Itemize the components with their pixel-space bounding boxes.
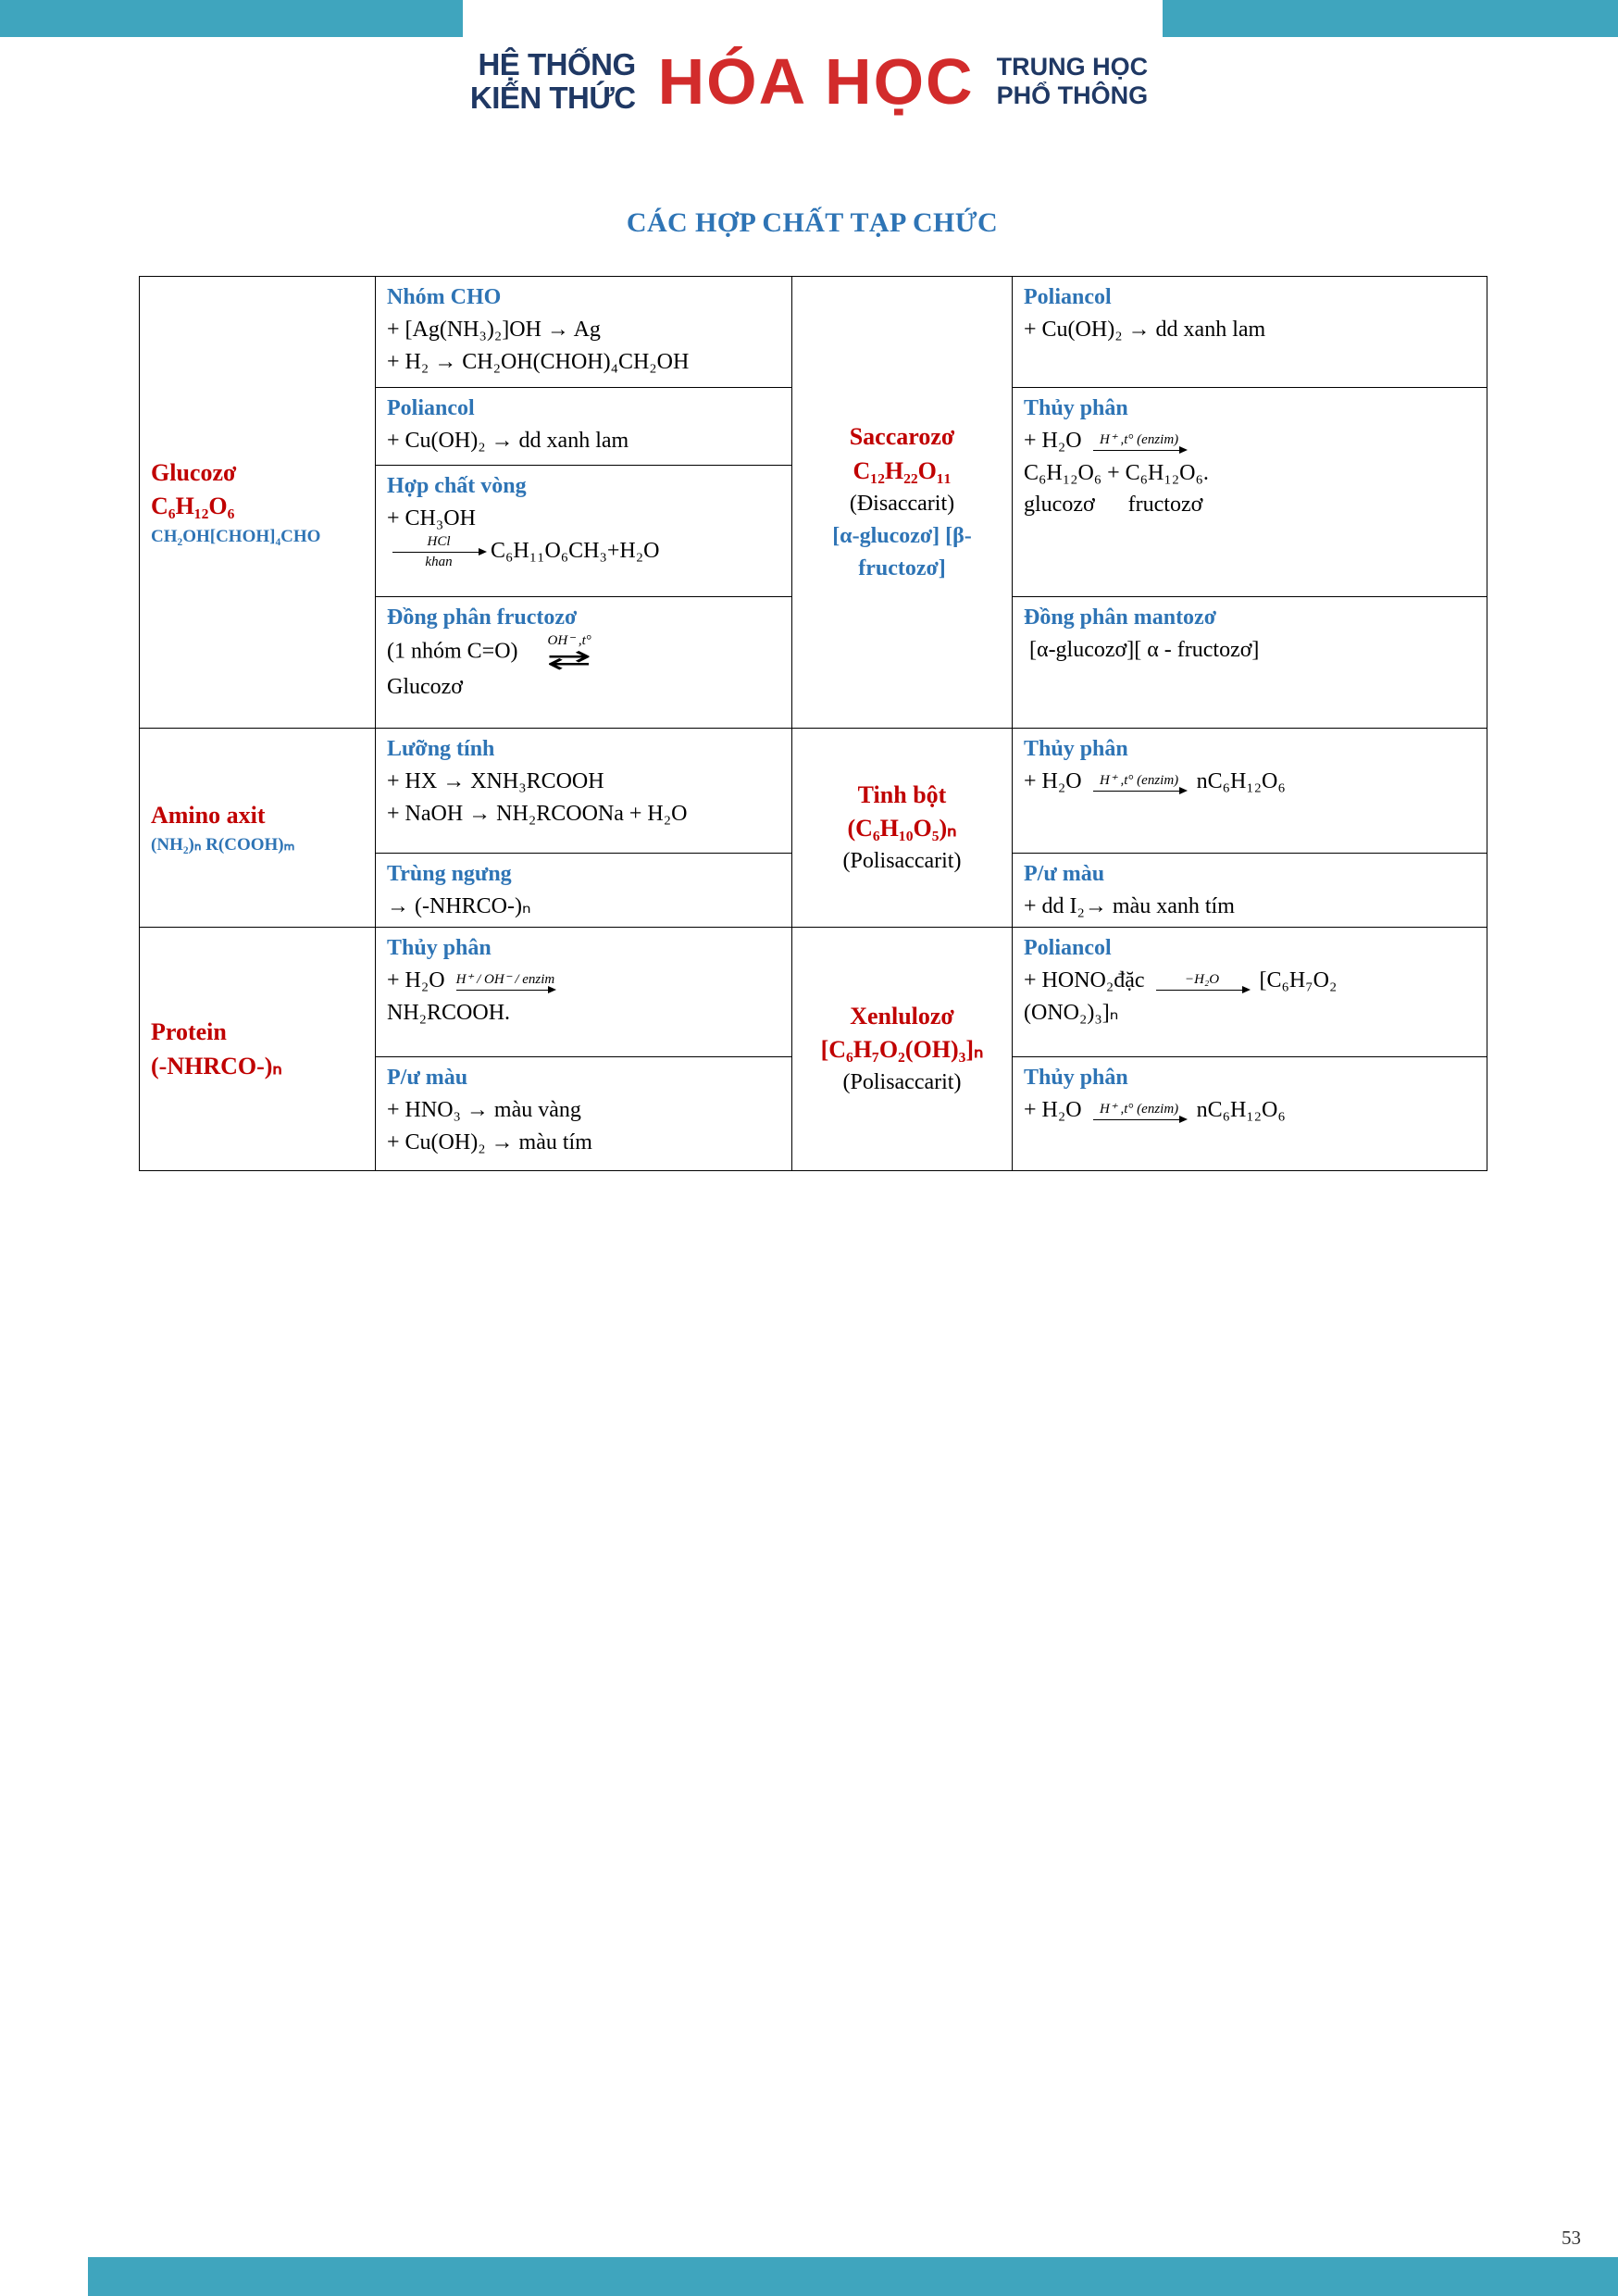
- cell-compound-saccarozo: [792, 277, 1013, 729]
- text-line: + HONO₂đặc −H₂O [C₆H₇O₂: [1024, 967, 1338, 992]
- cell-compound-amino-axit: [140, 729, 376, 928]
- brand-kicker-line1: HỆ THỐNG: [478, 47, 636, 81]
- cell-reaction-poliancol-saccarozo: [1013, 277, 1487, 388]
- brand-level-line2: PHỔ THÔNG: [996, 81, 1149, 110]
- cell-reaction-poliancol-glucozo: [376, 388, 792, 466]
- reaction-heading: Thủy phân: [1024, 737, 1128, 761]
- page-title: CÁC HỢP CHẤT TẠP CHỨC: [626, 207, 999, 238]
- compound-name: Glucozơ: [151, 458, 237, 486]
- text-line: + [Ag(NH₃)₂]OH → Ag: [387, 317, 601, 342]
- reaction-heading: Hợp chất vòng: [387, 474, 527, 498]
- cell-compound-glucozo: [140, 277, 376, 729]
- cell-compound-protein: [140, 928, 376, 1170]
- reaction-heading: Poliancol: [1024, 936, 1112, 960]
- text-line: (ONO₂)₃]ₙ: [1024, 1000, 1119, 1025]
- text-line: + Cu(OH)₂ → dd xanh lam: [387, 428, 629, 453]
- top-accent-bar-right: [1163, 0, 1618, 37]
- text-line: + H₂O H⁺ ,t° (enzim) nC₆H₁₂O₆: [1024, 1097, 1286, 1122]
- cell-reaction-trung-ngung: [376, 854, 792, 928]
- brand-level-line1: TRUNG HỌC: [996, 53, 1149, 81]
- cell-reaction-luong-tinh: [376, 729, 792, 854]
- text-line: + H₂O H⁺ ,t° (enzim): [1024, 425, 1475, 457]
- cell-reaction-dong-phan-fructozo: [376, 597, 792, 729]
- text-line: NH₂RCOOH.: [387, 1000, 511, 1025]
- compound-formula: CH₂OH[CHOH]₄CHO: [151, 526, 321, 546]
- top-accent-bar-left: [0, 0, 463, 37]
- compound-name: Tinh bột: [857, 780, 947, 808]
- text-line: + CH₃OH: [387, 505, 476, 530]
- reaction-heading: P/ư màu: [387, 1066, 468, 1090]
- reaction-heading: Đồng phân fructozơ: [387, 605, 578, 630]
- reaction-arrow: H⁺ / OH⁻ / enzim: [456, 973, 555, 991]
- page-number: 53: [1562, 2227, 1581, 2249]
- reaction-heading: Trùng ngưng: [387, 862, 512, 886]
- brand-kicker-line2: KIẾN THỨC: [469, 81, 636, 116]
- compound-name: Amino axit: [151, 801, 266, 829]
- reaction-heading: Lưỡng tính: [387, 737, 495, 761]
- cell-reaction-dong-phan-mantozo: [1013, 597, 1487, 729]
- reaction-heading: Thủy phân: [387, 936, 492, 960]
- text-line: HCl khan C₆H₁₁O₆CH₃+H₂O: [387, 535, 780, 569]
- text-line: [α-glucozơ] [β-fructozơ]: [832, 523, 972, 580]
- cell-compound-xenlulozo: [792, 928, 1013, 1170]
- text-line: + HX → XNH₃RCOOH: [387, 768, 604, 793]
- text-line: + H₂O H⁺ ,t° (enzim) nC₆H₁₂O₆: [1024, 768, 1286, 793]
- text-line: + HNO₃ → màu vàng: [387, 1097, 581, 1122]
- cell-reaction-thuy-phan-saccarozo: [1013, 388, 1487, 597]
- brand-header: [0, 45, 1618, 119]
- reaction-heading: Nhóm CHO: [387, 285, 502, 309]
- compound-name: (-NHRCO-)ₙ: [151, 1052, 282, 1079]
- text-line: (Polisaccarit): [842, 1070, 962, 1095]
- text-line: + H₂O H⁺ / OH⁻ / enzim: [387, 967, 555, 992]
- compound-name: C₁₂H₂₂O₁₁: [853, 456, 952, 484]
- compound-name: [C₆H₇O₂(OH)₃]ₙ: [820, 1036, 984, 1064]
- reaction-arrow: H⁺ ,t° (enzim): [1093, 433, 1186, 451]
- reaction-arrow: H⁺ ,t° (enzim): [1093, 774, 1186, 792]
- cell-reaction-pu-mau-protein: [376, 1057, 792, 1170]
- compound-table: [139, 276, 1487, 1171]
- cell-reaction-thuy-phan-tinh-bot: [1013, 729, 1487, 854]
- cell-reaction-nhom-cho: [376, 277, 792, 388]
- text-line: glucozơ fructozơ: [1024, 493, 1203, 518]
- text-line: → (-NHRCO-)ₙ: [387, 893, 531, 918]
- cell-reaction-pu-mau-tinh-bot: [1013, 854, 1487, 928]
- text-line: + dd I₂→ màu xanh tím: [1024, 893, 1235, 918]
- reaction-heading: Thủy phân: [1024, 396, 1128, 420]
- reaction-arrow: HCl khan: [392, 535, 485, 569]
- cell-compound-tinh-bot: [792, 729, 1013, 928]
- brand-level: [997, 53, 1149, 110]
- compound-name: Xenlulozơ: [850, 1002, 954, 1029]
- text-line: C₆H₁₂O₆ + C₆H₁₂O₆.: [1024, 460, 1209, 485]
- compound-name: Protein: [151, 1018, 227, 1046]
- text-line: + NaOH → NH₂RCOONa + H₂O: [387, 801, 688, 826]
- cell-reaction-thuy-phan-protein: [376, 928, 792, 1057]
- text-line: Glucozơ: [387, 675, 463, 700]
- compound-name: Saccarozơ: [849, 423, 955, 451]
- cell-reaction-hop-chat-vong: [376, 466, 792, 597]
- cell-reaction-poliancol-xenlulozo: [1013, 928, 1487, 1057]
- text-line: + Cu(OH)₂ → dd xanh lam: [1024, 317, 1266, 342]
- reaction-arrow: −H₂O: [1156, 973, 1249, 991]
- compound-name: C₆H₁₂O₆: [151, 493, 235, 520]
- brand-subject: HÓA HỌC: [657, 45, 975, 119]
- text-line: [α-glucozơ][ α - fructozơ]: [1024, 637, 1260, 662]
- text-line: + Cu(OH)₂ → màu tím: [387, 1129, 592, 1154]
- text-line: (1 nhóm C=O) OH⁻ ,t° ⇄: [387, 632, 592, 675]
- compound-name: (C₆H₁₀O₅)ₙ: [847, 815, 957, 842]
- reaction-heading: Thủy phân: [1024, 1066, 1128, 1090]
- reaction-arrow: H⁺ ,t° (enzim): [1093, 1103, 1186, 1120]
- text-line: + H₂ → CH₂OH(CHOH)₄CH₂OH: [387, 349, 690, 374]
- compound-formula: (NH₂)ₙ R(COOH)ₘ: [151, 834, 295, 855]
- text-line: (Polisaccarit): [842, 849, 962, 874]
- reaction-heading: P/ư màu: [1024, 862, 1105, 886]
- reaction-heading: Poliancol: [1024, 285, 1112, 309]
- cell-reaction-thuy-phan-xenlulozo: [1013, 1057, 1487, 1170]
- reaction-heading: Đồng phân mantozơ: [1024, 605, 1216, 630]
- equilibrium-arrow: OH⁻ ,t° ⇄: [546, 632, 592, 675]
- text-line: (Đisaccarit): [849, 492, 955, 517]
- bottom-accent-bar: [88, 2257, 1618, 2296]
- reaction-heading: Poliancol: [387, 396, 475, 420]
- brand-kicker: [470, 48, 636, 116]
